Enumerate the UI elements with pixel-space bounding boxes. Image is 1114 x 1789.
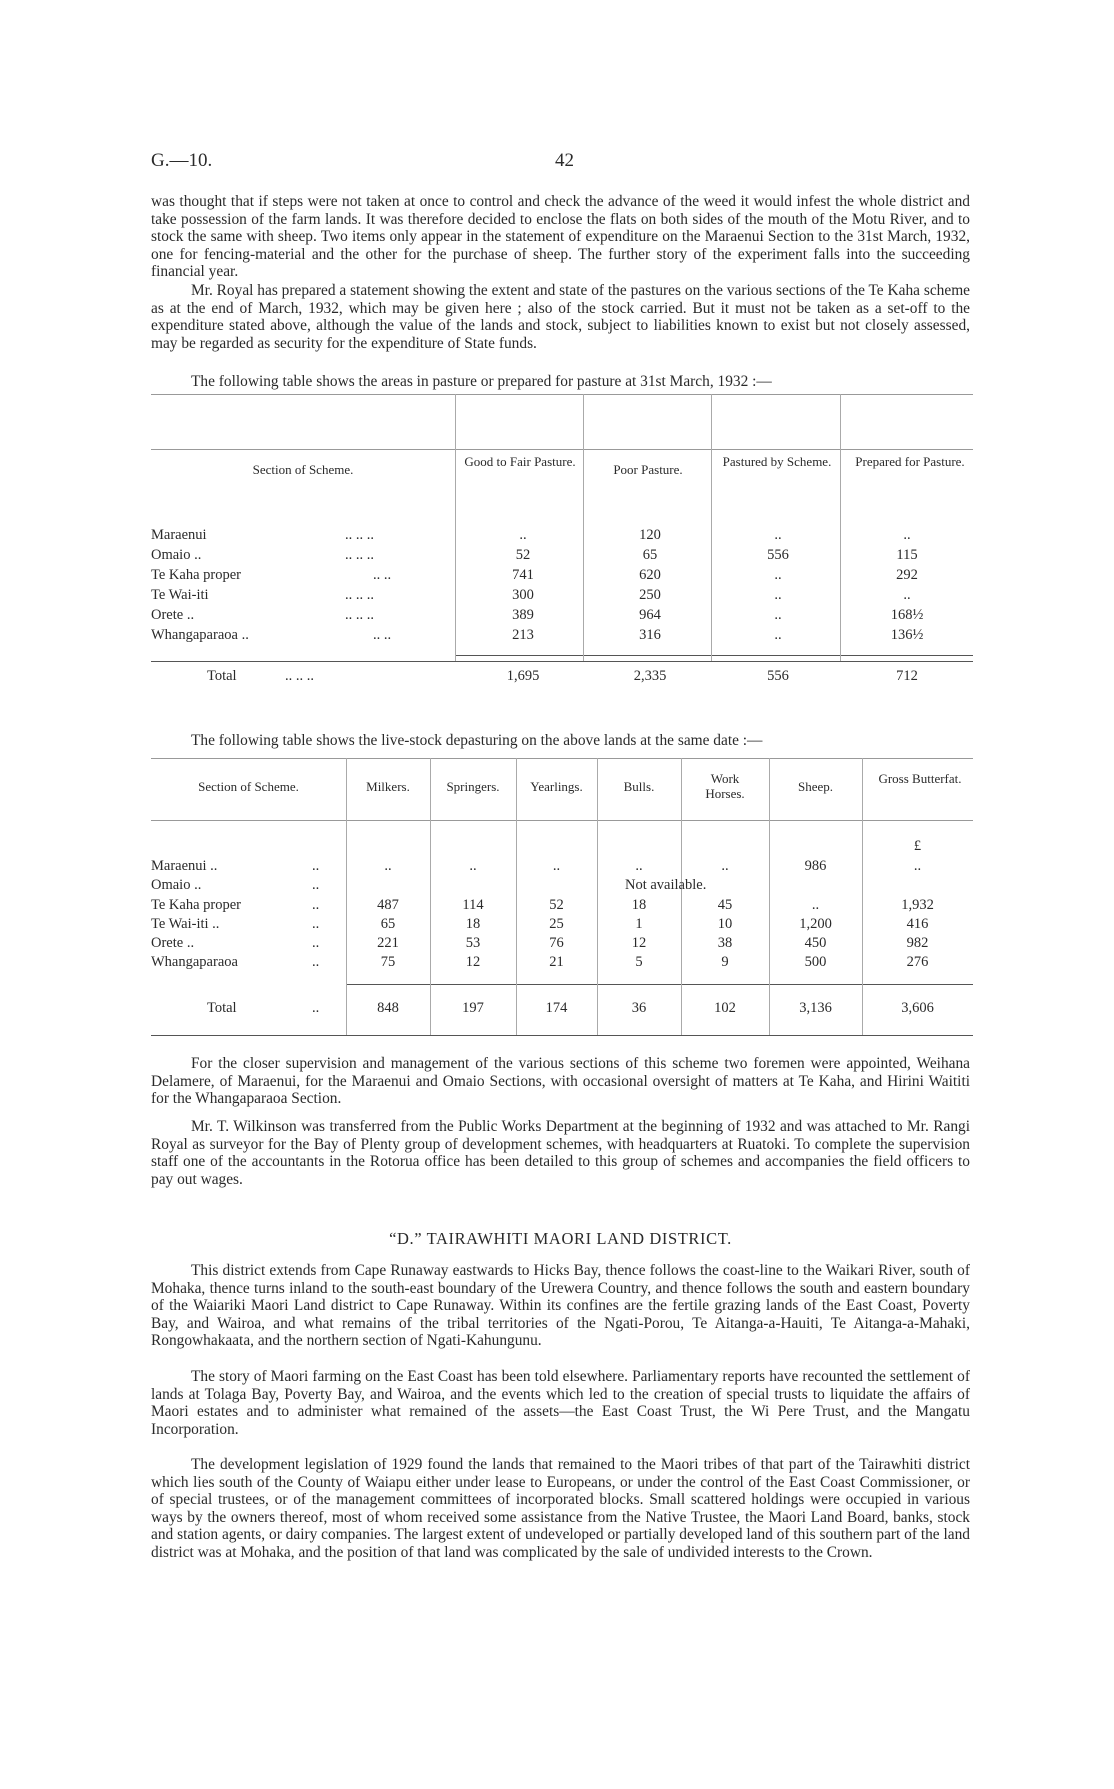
- leader-dots: ..: [312, 1000, 320, 1016]
- leader-dots: ..: [312, 935, 320, 951]
- total-poor-pasture: 2,335: [633, 668, 667, 684]
- butterfat-value: 276: [906, 954, 929, 970]
- leader-dots: .. .. ..: [345, 527, 374, 543]
- pastured-by-scheme-value: ..: [774, 627, 782, 643]
- milkers-value: 221: [377, 935, 399, 951]
- paragraph-district-extent: This district extends from Cape Runaway eastwards to Hicks Bay, thence follows the coast-line to the Waikari River, south of Mohaka, thence turns inland to the south-east boundary of the Urewera Country, and thence follows the south and eastern boundary of the Waiariki Maori Land district to Cape Runaway. Within its confines are the fertile grazing lands of the East Coast, Poverty Bay, and Wairoa, and what remains of the tribal territories of the Ngati-Porou, Te Aitanga-a-Hauiti, Te Aitanga-a-Mahaki, Rongowhakaata, and the northern section of Ngati-Kahungunu.: [151, 1262, 970, 1350]
- bulls-value: ..: [635, 858, 643, 874]
- column-header: Bulls.: [623, 779, 655, 794]
- work-horses-value: ..: [721, 858, 729, 874]
- leader-dots: ..: [312, 858, 320, 874]
- column-header: Pastured by Scheme.: [722, 454, 832, 469]
- section-name: Te Wai-iti: [151, 587, 209, 603]
- prepared-for-pasture-value: 292: [896, 567, 918, 583]
- total-prepared-for-pasture: 712: [896, 668, 918, 684]
- sheep-value: 1,200: [799, 916, 832, 932]
- yearlings-value: 76: [549, 935, 564, 951]
- good-pasture-value: 52: [515, 547, 531, 563]
- table-rule: [151, 394, 973, 395]
- column-header: Good to Fair Pasture.: [464, 454, 576, 469]
- leader-dots: .. ..: [373, 627, 392, 643]
- milkers-value: 487: [377, 897, 399, 913]
- prepared-for-pasture-value: 115: [896, 547, 918, 563]
- column-header: Gross Butterfat.: [878, 771, 962, 786]
- column-header: Springers.: [446, 779, 500, 794]
- section-name: Maraenui ..: [151, 858, 218, 874]
- total-bulls: 36: [631, 1000, 647, 1016]
- leader-dots: .. .. ..: [345, 547, 374, 563]
- springers-value: 12: [465, 954, 481, 970]
- total-butterfat: 3,606: [901, 1000, 934, 1016]
- paragraph-foremen: For the closer supervision and management of the various sections of this scheme two foremen were appointed, Weihana Delamere, of Maraenui, for the Maraenui and Omaio Sections, with occasional oversight of matters at Te Kaha, and Hirini Waititi for the Whangaparaoa Section.: [151, 1055, 970, 1108]
- section-name: Orete ..: [151, 935, 195, 951]
- poor-pasture-value: 620: [639, 567, 661, 583]
- pastured-by-scheme-value: ..: [774, 607, 782, 623]
- column-divider: [840, 394, 841, 661]
- not-available-note: Not available.: [625, 877, 707, 893]
- springers-value: 18: [465, 916, 481, 932]
- section-name: Te Kaha proper: [151, 567, 241, 583]
- section-name: Whangaparaoa ..: [151, 627, 249, 643]
- pastured-by-scheme-value: ..: [774, 567, 782, 583]
- bulls-value: 18: [631, 897, 647, 913]
- springers-value: 53: [465, 935, 481, 951]
- column-header: Prepared for Pasture.: [855, 454, 965, 469]
- column-header: Milkers.: [366, 779, 410, 794]
- paragraph-maori-farming: The story of Maori farming on the East Coast has been told elsewhere. Parliamentary reports have recounted the settlement of lands at Tolaga Bay, Poverty Bay, and Wairoa, and the events which led to the creation of special trusts to liquidate the affairs of Maori estates and to administer what remained of the assets—the East Coast Trust, the Wi Pere Trust, and the Mangatu Incorporation.: [151, 1368, 970, 1438]
- leader-dots: .. .. ..: [345, 607, 374, 623]
- total-pastured-by-scheme: 556: [767, 668, 789, 684]
- sheep-value: 450: [804, 935, 827, 951]
- leader-dots: .. ..: [373, 567, 392, 583]
- column-header: Poor Pasture.: [613, 462, 683, 477]
- work-horses-value: 9: [721, 954, 729, 970]
- total-sheep: 3,136: [799, 1000, 832, 1016]
- total-good-pasture: 1,695: [506, 668, 540, 684]
- poor-pasture-value: 120: [639, 527, 661, 543]
- yearlings-value: 52: [549, 897, 564, 913]
- paragraph-development-legislation: The development legislation of 1929 found the lands that remained to the Maori tribes of that part of the Tairawhiti district which lies south of the County of Waiapu either under lease to Europeans, or under the control of the East Coast Commissioner, or of special trustees, or of the management committees of incorporated blocks. Small scattered holdings were occupied in various ways by the owners thereof, most of whom received some assistance from the Native Trustee, the Maori Land Board, banks, stock and station agents, or dairy companies. The largest extent of undeveloped or partially developed land of this southern part of the land district was at Mohaka, and the position of that land was complicated by the sale of undivided interests to the Crown.: [151, 1456, 970, 1561]
- total-rule: [455, 655, 973, 656]
- good-pasture-value: 300: [512, 587, 534, 603]
- total-rule: [346, 984, 973, 985]
- prepared-for-pasture-value: ..: [903, 587, 911, 603]
- prepared-for-pasture-value: ..: [903, 527, 911, 543]
- pastured-by-scheme-value: 556: [767, 547, 789, 563]
- milkers-value: 65: [380, 916, 396, 932]
- good-pasture-value: ..: [519, 527, 527, 543]
- bulls-value: 1: [635, 916, 643, 932]
- butterfat-value: 416: [906, 916, 929, 932]
- table-rule: [151, 1035, 973, 1036]
- column-header: Section of Scheme.: [198, 779, 299, 794]
- column-header: Sheep.: [797, 779, 834, 794]
- section-name: Te Kaha proper: [151, 897, 241, 913]
- table-rule: [151, 661, 973, 662]
- springers-value: 114: [462, 897, 484, 913]
- leader-dots: ..: [312, 954, 320, 970]
- column-header: Section of Scheme.: [252, 462, 354, 477]
- work-horses-value: 38: [717, 935, 733, 951]
- paragraph-royal-statement: Mr. Royal has prepared a statement showing the extent and state of the pastures on the various sections of the Te Kaha scheme as at the end of March, 1932, which may be given here ; also of the stock carried. But it must not be taken as a set-off to the expenditure stated above, although the value of the lands and stock, subject to liabilities known to exist but not closely assessed, may be regarded as security for the expenditure of State funds.: [151, 282, 970, 352]
- paragraph-wilkinson: Mr. T. Wilkinson was transferred from the Public Works Department at the beginning of 1932 and was attached to Mr. Rangi Royal as surveyor for the Bay of Plenty group of development schemes, with headquarters at Ruatoki. To complete the supervision staff one of the accountants in the Rotorua office has been detailed to this group of schemes and accompanies the field officers to pay out wages.: [151, 1118, 970, 1188]
- column-divider: [711, 394, 712, 661]
- currency-symbol: £: [913, 838, 922, 854]
- work-horses-value: 10: [717, 916, 733, 932]
- table-rule: [151, 758, 973, 759]
- total-label: Total: [207, 668, 237, 684]
- springers-value: ..: [469, 858, 477, 874]
- milkers-value: ..: [384, 858, 392, 874]
- page-header: [151, 150, 971, 178]
- yearlings-value: ..: [552, 858, 561, 874]
- total-yearlings: 174: [545, 1000, 568, 1016]
- good-pasture-value: 213: [512, 627, 534, 643]
- poor-pasture-value: 316: [639, 627, 661, 643]
- pastured-by-scheme-value: ..: [774, 527, 782, 543]
- leader-dots: ..: [312, 897, 320, 913]
- poor-pasture-value: 250: [639, 587, 661, 603]
- column-header: Yearlings.: [530, 779, 583, 794]
- prepared-for-pasture-value: 136½: [890, 627, 924, 643]
- section-name: Omaio ..: [151, 547, 202, 563]
- total-work-horses: 102: [714, 1000, 736, 1016]
- sheep-value: 986: [804, 858, 827, 874]
- total-label: Total: [207, 1000, 237, 1016]
- yearlings-value: 21: [549, 954, 564, 970]
- section-name: Omaio ..: [151, 877, 202, 893]
- page-number: 42: [555, 150, 574, 171]
- section-name: Orete ..: [151, 607, 195, 623]
- table-rule: [151, 449, 973, 450]
- good-pasture-value: 741: [512, 567, 534, 583]
- yearlings-value: 25: [549, 916, 564, 932]
- prepared-for-pasture-value: 168½: [890, 607, 924, 623]
- bulls-value: 12: [631, 935, 647, 951]
- sheep-value: 500: [804, 954, 827, 970]
- column-header: Work Horses.: [705, 771, 745, 801]
- table-rule: [151, 820, 973, 821]
- milkers-value: 75: [380, 954, 396, 970]
- butterfat-value: 1,932: [901, 897, 934, 913]
- total-milkers: 848: [377, 1000, 399, 1016]
- paragraph-weed-control: was thought that if steps were not taken at once to control and check the advance of the weed it would infest the whole district and take possession of the farm lands. It was therefore decided to enclose the flats on both sides of the mouth of the Motu River, and to stock the same with sheep. Two items only appear in the statement of expenditure on the Maraenui Section to the 31st March, 1932, one for fencing-material and the other for the purchase of sheep. The further story of the experiment falls into the succeeding financial year.: [151, 193, 970, 281]
- poor-pasture-value: 65: [642, 547, 658, 563]
- good-pasture-value: 389: [512, 607, 534, 623]
- paragraph-livestock-intro: The following table shows the live-stock depasturing on the above lands at the same date :—: [191, 732, 763, 749]
- section-name: Whangaparaoa: [151, 954, 238, 970]
- sheep-value: ..: [811, 897, 820, 913]
- leader-dots: ..: [312, 916, 320, 932]
- work-horses-value: 45: [717, 897, 733, 913]
- pastured-by-scheme-value: ..: [774, 587, 782, 603]
- section-heading: “D.” TAIRAWHITI MAORI LAND DISTRICT.: [389, 1229, 732, 1248]
- total-springers: 197: [462, 1000, 484, 1016]
- leader-dots: ..: [312, 877, 320, 893]
- butterfat-value: 982: [906, 935, 929, 951]
- leader-dots: .. .. ..: [345, 587, 374, 603]
- bulls-value: 5: [635, 954, 643, 970]
- leader-dots: .. .. ..: [285, 668, 314, 684]
- column-divider: [583, 394, 584, 661]
- column-divider: [455, 394, 456, 661]
- paragraph-pasture-intro: The following table shows the areas in pasture or prepared for pasture at 31st March, 1932 :—: [191, 373, 772, 390]
- document-reference: G.—10.: [151, 150, 213, 171]
- butterfat-value: ..: [913, 858, 922, 874]
- section-name: Te Wai-iti ..: [151, 916, 220, 932]
- section-name: Maraenui: [151, 527, 207, 543]
- poor-pasture-value: 964: [639, 607, 661, 623]
